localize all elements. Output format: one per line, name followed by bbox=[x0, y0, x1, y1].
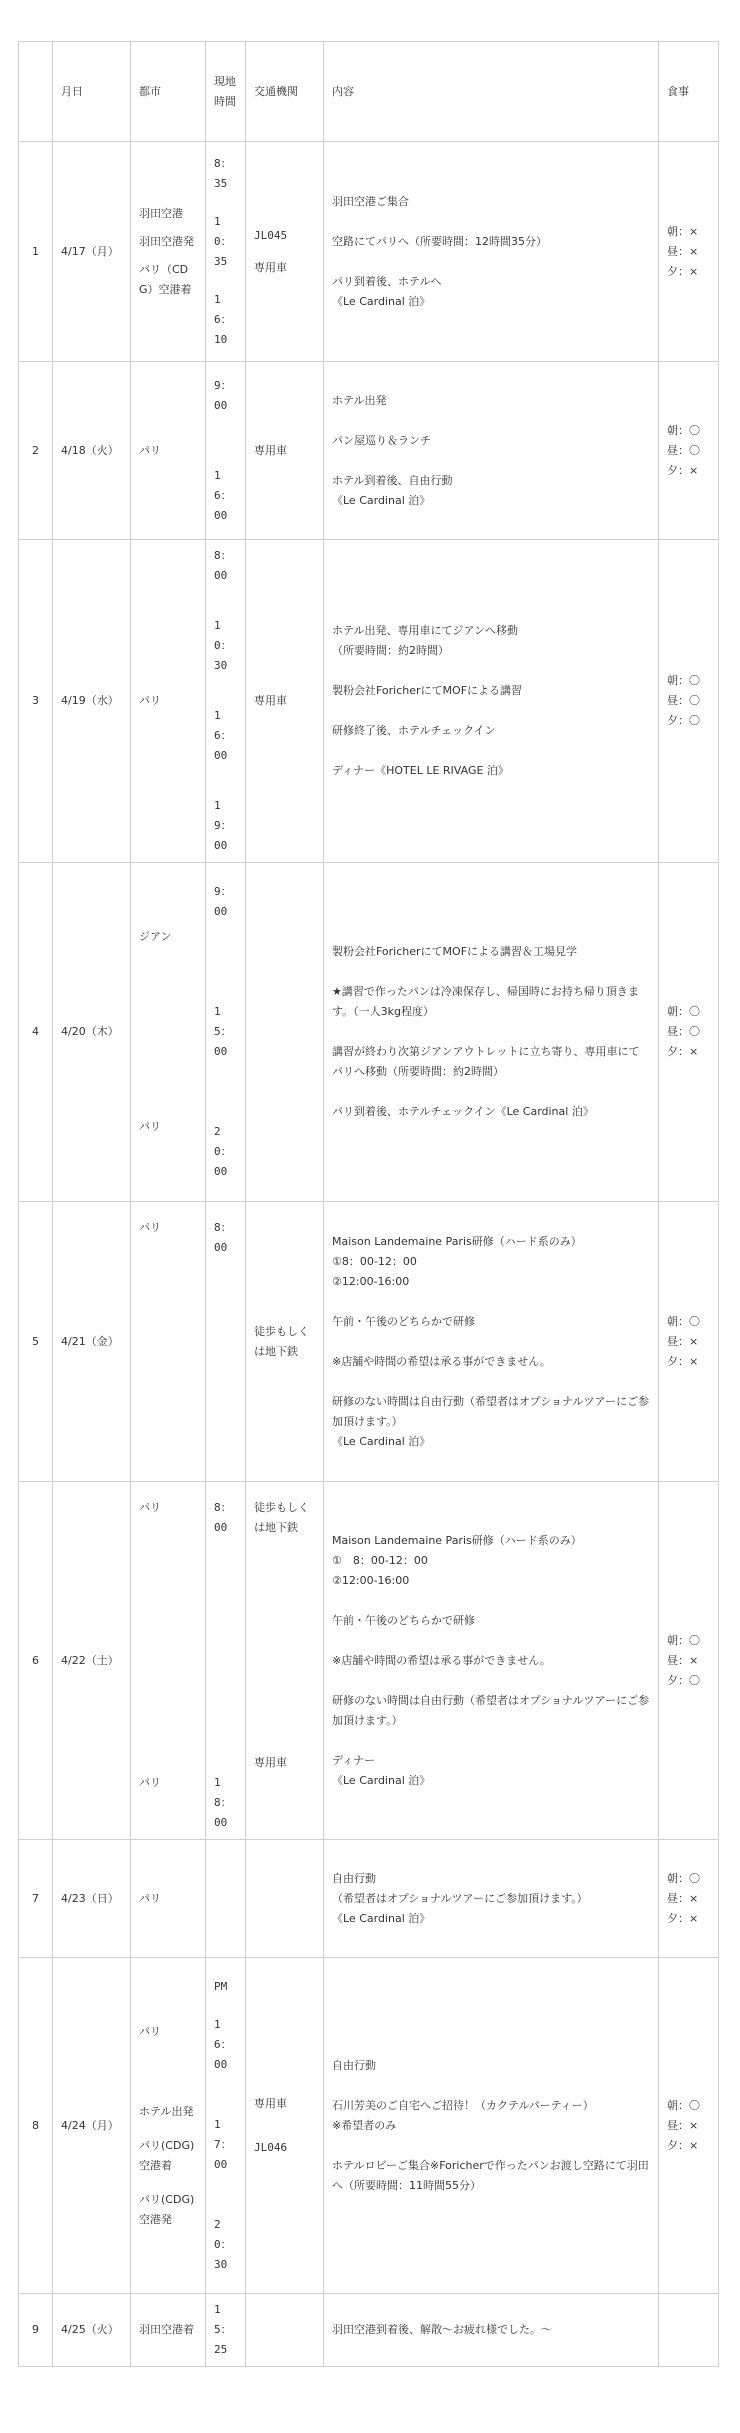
content-cell bbox=[324, 1482, 659, 1840]
content-line: 自由行動 bbox=[332, 1871, 376, 1885]
time: 16：00 bbox=[214, 709, 232, 762]
time: 10：30 bbox=[214, 619, 232, 672]
content-line: ②12:00-16:00 bbox=[332, 1274, 410, 1288]
time-cell bbox=[206, 540, 246, 863]
content-cell bbox=[324, 362, 659, 540]
content-line: ①8：00-12：00 bbox=[332, 1254, 417, 1268]
content-cell bbox=[324, 1840, 659, 1958]
content-line: 自由行動 bbox=[332, 2058, 376, 2072]
transport-cell: 専用車 bbox=[246, 540, 324, 863]
table-row bbox=[19, 1202, 719, 1482]
transport-cell bbox=[246, 1482, 324, 1840]
city: パリ bbox=[139, 2024, 161, 2038]
meal-cell: 朝：〇昼：×夕：× bbox=[659, 1840, 719, 1958]
content-line: ディナー《HOTEL LE RIVAGE 泊》 bbox=[332, 764, 509, 777]
transport: 徒歩もしくは地下鉄 bbox=[254, 1501, 309, 1534]
content-line: 午前・午後のどちらかで研修 bbox=[332, 1613, 475, 1627]
date-cell: 4/24（月） bbox=[53, 1958, 131, 2294]
content-line: Maison Landemaine Paris研修（ハード系のみ） bbox=[332, 1533, 582, 1547]
content-line: 《Le Cardinal 泊》 bbox=[332, 493, 431, 507]
content-line: 午前・午後のどちらかで研修 bbox=[332, 1314, 475, 1328]
header-transport: 交通機関 bbox=[246, 42, 324, 142]
table-row bbox=[19, 540, 719, 863]
time: 16：00 bbox=[214, 2017, 232, 2071]
time-cell: 8：00 bbox=[206, 1202, 246, 1482]
date-cell: 4/18（火） bbox=[53, 362, 131, 540]
content-cell bbox=[324, 1958, 659, 2294]
content-line: 《Le Cardinal 泊》 bbox=[332, 1434, 431, 1448]
content-line: ① 8：00-12：00 bbox=[332, 1553, 428, 1567]
content-line: ★講習で作ったパンは冷凍保存し、帰国時にお持ち帰り頂きます。（一人3kg程度） bbox=[332, 985, 639, 1018]
city: パリ bbox=[139, 1120, 161, 1133]
city: パリ(CDG)空港発 bbox=[139, 2192, 195, 2226]
table-row bbox=[19, 362, 719, 540]
content-line: 講習が終わり次第ジアンアウトレットに立ち寄り、専用車にてパリへ移動（所要時間：約2時間） bbox=[332, 1045, 640, 1078]
content-cell bbox=[324, 2294, 659, 2367]
transport-cell bbox=[246, 1958, 324, 2294]
date-cell: 4/17（月） bbox=[53, 142, 131, 362]
content-line: 研修のない時間は自由行動（希望者はオプショナルツアーにご参加頂けます。） bbox=[332, 1394, 650, 1428]
content-line: 羽田空港ご集合 bbox=[332, 194, 409, 208]
content-line: パリ到着後、ホテルへ bbox=[332, 274, 442, 288]
transport-cell bbox=[246, 1840, 324, 1958]
row-number: 3 bbox=[19, 540, 53, 863]
row-number: 7 bbox=[19, 1840, 53, 1958]
date-cell: 4/20（木） bbox=[53, 863, 131, 1202]
time: 19：00 bbox=[214, 799, 232, 852]
time: 16：00 bbox=[214, 468, 232, 522]
time: 10：35 bbox=[214, 214, 232, 268]
table-row bbox=[19, 142, 719, 362]
transport-cell bbox=[246, 142, 324, 362]
content-cell bbox=[324, 1202, 659, 1482]
city-cell: パリ bbox=[131, 540, 206, 863]
time: 8：00 bbox=[214, 1501, 232, 1534]
header-content: 内容 bbox=[324, 42, 659, 142]
meal-cell: 朝：〇昼：〇夕：× bbox=[659, 863, 719, 1202]
content-cell bbox=[324, 142, 659, 362]
table-row bbox=[19, 1482, 719, 1840]
city-cell: パリ bbox=[131, 362, 206, 540]
header-date: 月日 bbox=[53, 42, 131, 142]
city-cell bbox=[131, 1482, 206, 1840]
content-line: ※店舗や時間の希望は承る事ができません。 bbox=[332, 1354, 551, 1368]
content-line: （希望者はオプショナルツアーにご参加頂けます。） bbox=[332, 1891, 588, 1905]
flight-number: JL045 bbox=[254, 228, 288, 242]
transport-cell bbox=[246, 863, 324, 1202]
date-cell: 4/21（金） bbox=[53, 1202, 131, 1482]
meal-cell bbox=[659, 2294, 719, 2367]
content-line: ホテル出発 bbox=[332, 393, 387, 407]
transport-cell: 専用車 bbox=[246, 362, 324, 540]
content-line: ※店舗や時間の希望は承る事ができません。 bbox=[332, 1653, 551, 1667]
transport: 専用車 bbox=[254, 2096, 287, 2110]
content-line: 石川芳美のご自宅へご招待！（カクテルパーティー） bbox=[332, 2098, 594, 2112]
content-line: （所要時間：約2時間） bbox=[332, 644, 449, 657]
content-line: 羽田空港到着後、解散～お疲れ様でした。～ bbox=[332, 2323, 552, 2336]
transport-cell: 徒歩もしくは地下鉄 bbox=[246, 1202, 324, 1482]
date-cell: 4/22（土） bbox=[53, 1482, 131, 1840]
transport: 専用車 bbox=[254, 1756, 287, 1769]
content-cell bbox=[324, 540, 659, 863]
row-number: 5 bbox=[19, 1202, 53, 1482]
content-line: ホテルロビーご集合※Foricherで作ったパンお渡し空路にて羽田へ（所要時間：11時間55分） bbox=[332, 2158, 649, 2192]
time: 9：00 bbox=[214, 885, 232, 918]
meal-cell: 朝：〇昼：×夕：〇 bbox=[659, 1482, 719, 1840]
content-line: ※希望者のみ bbox=[332, 2118, 397, 2132]
row-number: 1 bbox=[19, 142, 53, 362]
date-cell: 4/23（日） bbox=[53, 1840, 131, 1958]
city: パリ(CDG)空港着 bbox=[139, 2138, 195, 2172]
city: パリ bbox=[139, 1776, 161, 1789]
flight-number: JL046 bbox=[254, 2140, 288, 2154]
table-row bbox=[19, 1958, 719, 2294]
city: パリ（CDG）空港着 bbox=[139, 262, 192, 296]
time: 9：00 bbox=[214, 378, 232, 412]
time: 15：00 bbox=[214, 1005, 232, 1058]
city: 羽田空港発 bbox=[139, 234, 194, 248]
city-cell: パリ bbox=[131, 1840, 206, 1958]
time-cell bbox=[206, 1958, 246, 2294]
content-line: ホテル出発、専用車にてジアンへ移動 bbox=[332, 624, 519, 637]
content-line: 《Le Cardinal 泊》 bbox=[332, 1773, 431, 1787]
time: 20：00 bbox=[214, 1125, 232, 1178]
meal-cell: 朝：〇昼：〇夕：× bbox=[659, 362, 719, 540]
time-cell: 15：25 bbox=[206, 2294, 246, 2367]
header-row bbox=[19, 42, 719, 142]
time: 17：00 bbox=[214, 2117, 232, 2171]
meal-cell: 朝：〇昼：〇夕：〇 bbox=[659, 540, 719, 863]
time: PM bbox=[214, 1979, 228, 1993]
row-number: 8 bbox=[19, 1958, 53, 2294]
content-line: 空路にてパリへ（所要時間：12時間35分） bbox=[332, 234, 547, 248]
content-line: 研修のない時間は自由行動（希望者はオプショナルツアーにご参加頂けます。） bbox=[332, 1693, 650, 1727]
time-cell bbox=[206, 142, 246, 362]
city-cell: パリ bbox=[131, 1202, 206, 1482]
content-line: 製粉会社ForicherにてMOFによる講習＆工場見学 bbox=[332, 945, 578, 958]
city: ホテル出発 bbox=[139, 2104, 194, 2118]
content-line: ②12:00-16:00 bbox=[332, 1573, 410, 1587]
content-line: Maison Landemaine Paris研修（ハード系のみ） bbox=[332, 1234, 582, 1248]
row-number: 6 bbox=[19, 1482, 53, 1840]
city-cell bbox=[131, 142, 206, 362]
city-cell bbox=[131, 863, 206, 1202]
date-cell: 4/19（水） bbox=[53, 540, 131, 863]
row-number: 2 bbox=[19, 362, 53, 540]
time: 16：10 bbox=[214, 292, 232, 346]
content-line: ディナー bbox=[332, 1753, 376, 1767]
time-cell bbox=[206, 362, 246, 540]
time: 8：00 bbox=[214, 549, 232, 582]
city-cell bbox=[131, 1958, 206, 2294]
header-no bbox=[19, 42, 53, 142]
city: 羽田空港 bbox=[139, 206, 183, 220]
row-number: 9 bbox=[19, 2294, 53, 2367]
transport-cell bbox=[246, 2294, 324, 2367]
time: 8：35 bbox=[214, 156, 232, 190]
header-time: 現地時間 bbox=[206, 42, 246, 142]
row-number: 4 bbox=[19, 863, 53, 1202]
transport: 専用車 bbox=[254, 260, 287, 274]
date-cell: 4/25（火） bbox=[53, 2294, 131, 2367]
content-cell bbox=[324, 863, 659, 1202]
content-line: 《Le Cardinal 泊》 bbox=[332, 294, 431, 308]
content-line: 製粉会社ForicherにてMOFによる講習 bbox=[332, 684, 523, 697]
meal-cell: 朝：×昼：×夕：× bbox=[659, 142, 719, 362]
city: パリ bbox=[139, 1501, 161, 1514]
city-cell: 羽田空港着 bbox=[131, 2294, 206, 2367]
content-line: パリ到着後、ホテルチェックイン《Le Cardinal 泊》 bbox=[332, 1105, 594, 1118]
itinerary-table bbox=[18, 41, 719, 2367]
meal-cell: 朝：〇昼：×夕：× bbox=[659, 1202, 719, 1482]
meal-cell: 朝：〇昼：×夕：× bbox=[659, 1958, 719, 2294]
city: ジアン bbox=[139, 930, 172, 943]
time: 18：00 bbox=[214, 1776, 232, 1829]
content-line: パン屋巡り＆ランチ bbox=[332, 433, 431, 447]
header-city: 都市 bbox=[131, 42, 206, 142]
time-cell bbox=[206, 1840, 246, 1958]
header-meal: 食事 bbox=[659, 42, 719, 142]
time-cell bbox=[206, 863, 246, 1202]
content-line: ホテル到着後、自由行動 bbox=[332, 473, 453, 487]
table-row bbox=[19, 2294, 719, 2367]
time-cell bbox=[206, 1482, 246, 1840]
time: 20：30 bbox=[214, 2217, 232, 2271]
content-line: 研修終了後、ホテルチェックイン bbox=[332, 724, 496, 737]
content-line: 《Le Cardinal 泊》 bbox=[332, 1911, 431, 1925]
table-row bbox=[19, 863, 719, 1202]
table-row bbox=[19, 1840, 719, 1958]
